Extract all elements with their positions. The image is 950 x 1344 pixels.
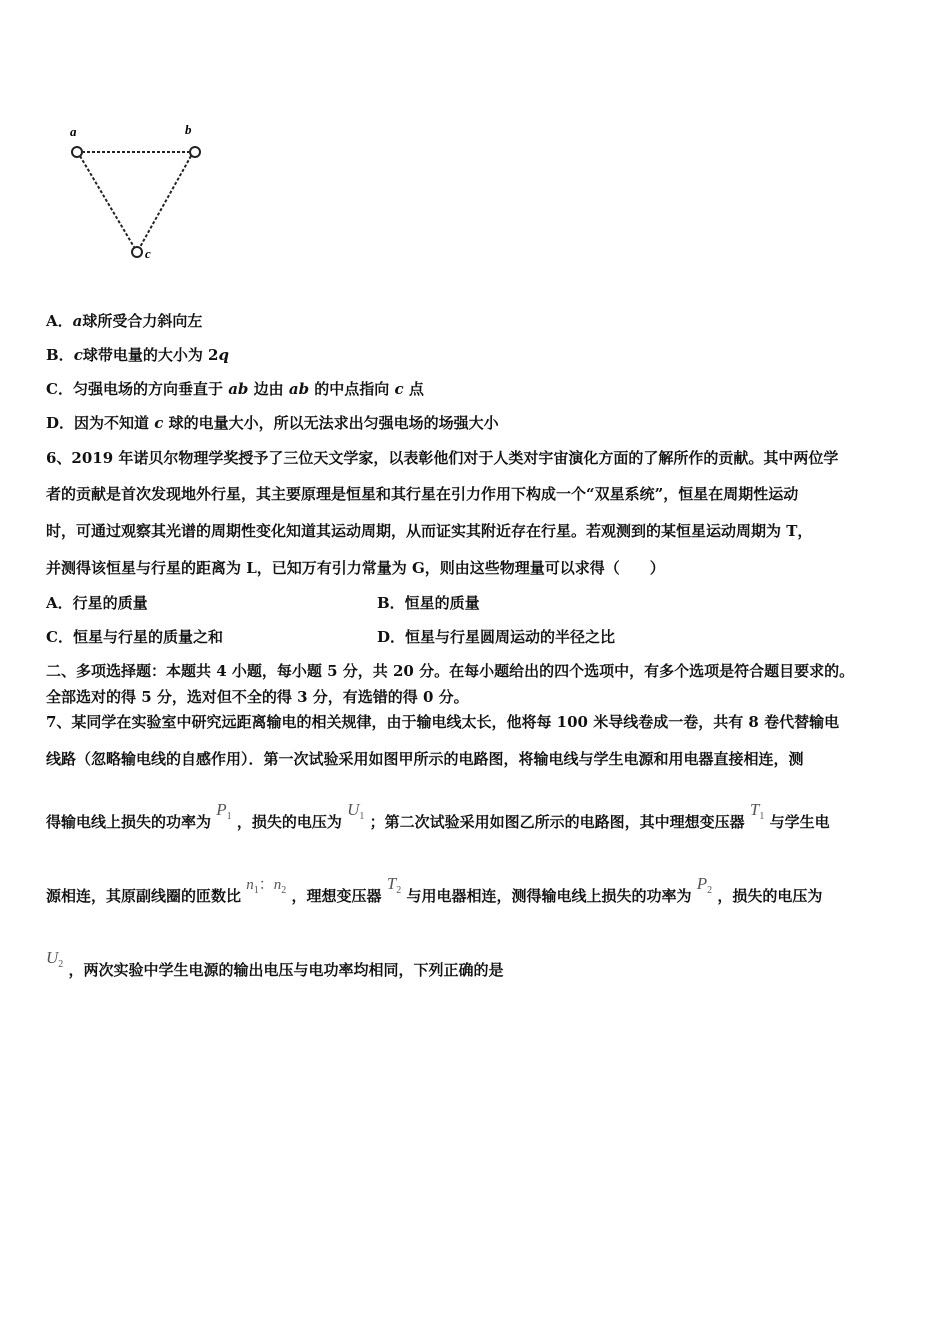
ac-dashed-line [80,156,134,247]
q6-stem-line-3: 时，可通过观察其光谱的周期性变化知道其运动周期，从而证实其附近存在行星。若观测到的某恒星运动周期为 T， [46,522,813,540]
symbol-p1: $P_1$ [216,800,232,822]
sphere-a [72,147,82,157]
q7-stem-line-4: 源相连，其原副线圈的匝数比 $n_1$：$n_2$ ，理想变压器 $T_2$ 与用电器相连，测得输电线上损失的功率为 $P_2$ ，损失的电压为 [46,874,823,905]
q6-stem-line-4: 并测得该恒星与行星的距离为 L，已知万有引力常量为 G，则由这些物理量可以求得（ ） [46,559,665,577]
q6-option-b: B．恒星的质量 [377,594,480,612]
q5-option-b: B．c球带电量的大小为 2q [46,346,229,364]
q7-stem-line-3: 得输电线上损失的功率为 $P_1$ ，损失的电压为 $U_1$ ；第二次试验采用如图乙所示的电路图，其中理想变压器 $T_1$ 与学生电 [46,800,830,831]
label-a: a [70,124,77,139]
q7-stem-line-5: $U_2$ ，两次实验中学生电源的输出电压与电功率均相同，下列正确的是 [46,948,504,979]
sphere-c [132,247,142,257]
sphere-b [190,147,200,157]
symbol-u1: $U_1$ [347,800,365,822]
q5-option-c: C．匀强电场的方向垂直于 ab 边由 ab 的中点指向 c 点 [46,380,424,398]
symbol-t2: $T_2$ [386,874,402,896]
section2-heading-line-1: 二、多项选择题：本题共 4 小题，每小题 5 分，共 20 分。在每小题给出的四个选项中，有多个选项是符合题目要求的。 [46,662,855,680]
q6-option-a: A．行星的质量 [46,594,148,612]
label-b: b [185,122,192,137]
symbol-p2: $P_2$ [696,874,713,896]
triangle-charge-figure [60,118,220,268]
q6-stem-line-1: 6、2019 年诺贝尔物理学奖授予了三位天文学家，以表彰他们对于人类对宇宙演化方面的了解所作的贡献。其中两位学 [46,449,839,467]
label-c: c [145,246,151,261]
q6-option-d: D．恒星与行星圆周运动的半径之比 [377,628,616,646]
q7-stem-line-1: 7、某同学在实验室中研究远距离输电的相关规律，由于输电线太长，他将每 100 米导线卷成一卷，共有 8 卷代替输电 [46,713,840,731]
symbol-n1-n2: $n_1$：$n_2$ [246,877,287,896]
bc-dashed-line [140,156,191,247]
q5-option-d: D．因为不知道 c 球的电量大小，所以无法求出匀强电场的场强大小 [46,414,499,432]
q7-stem-line-2: 线路（忽略输电线的自感作用）．第一次试验采用如图甲所示的电路图，将输电线与学生电源和用电器直接相连，测 [46,750,804,768]
q6-option-c: C．恒星与行星的质量之和 [46,628,223,646]
q5-option-a: A．a球所受合力斜向左 [46,312,203,330]
symbol-t1: $T_1$ [749,800,765,822]
q6-stem-line-2: 者的贡献是首次发现地外行星，其主要原理是恒星和其行星在引力作用下构成一个“双星系统”，恒星在周期性运动 [46,485,799,503]
section2-heading-line-2: 全部选对的得 5 分，选对但不全的得 3 分，有选错的得 0 分。 [46,688,469,706]
symbol-u2: $U_2$ [46,948,64,970]
